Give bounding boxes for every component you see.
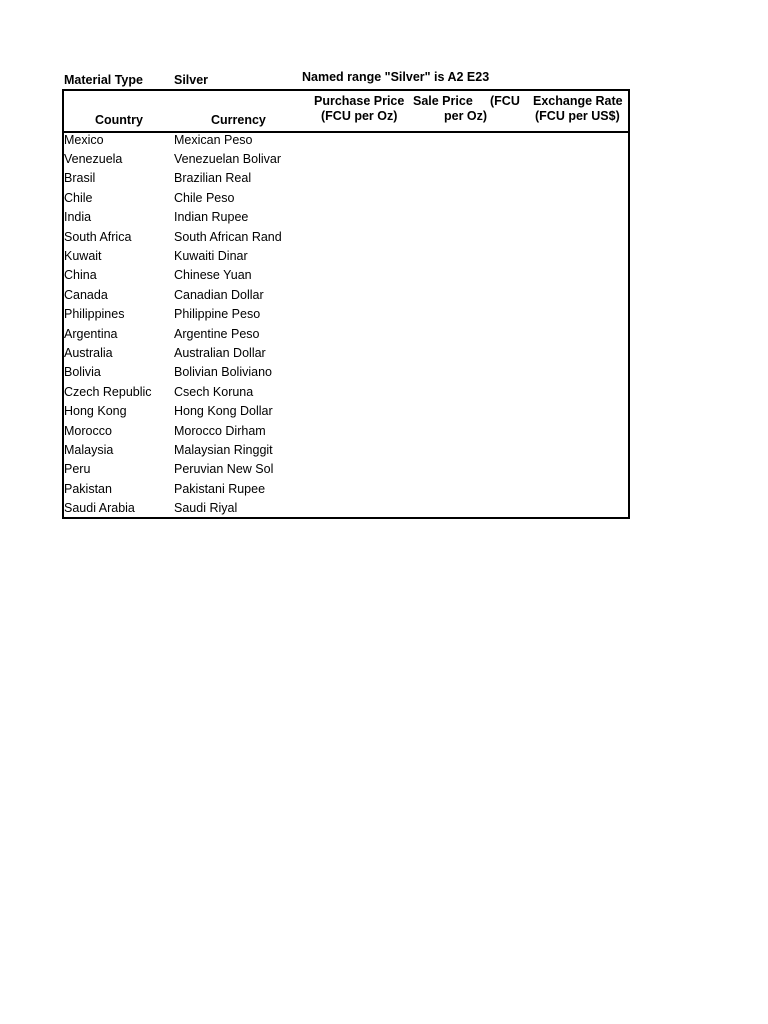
currency-cell[interactable]: Peruvian New Sol xyxy=(174,462,274,477)
currency-cell[interactable]: Mexican Peso xyxy=(174,132,253,147)
country-column-header: Country xyxy=(95,113,143,127)
currency-cell[interactable]: Canadian Dollar xyxy=(174,287,264,302)
currency-cell[interactable]: Hong Kong Dollar xyxy=(174,404,273,419)
table-row xyxy=(64,305,628,324)
table-row xyxy=(64,325,628,344)
purchase-price-header-line2: (FCU per Oz) xyxy=(321,109,398,123)
country-cell[interactable]: China xyxy=(64,268,97,283)
sale-price-header-line1: Sale Price xyxy=(413,94,473,108)
country-cell[interactable]: Czech Republic xyxy=(64,384,152,399)
purchase-price-header-line1: Purchase Price xyxy=(314,94,405,108)
table-row xyxy=(64,480,628,499)
table-row xyxy=(64,208,628,227)
table-row xyxy=(64,286,628,305)
material-type-label: Material Type xyxy=(64,73,143,87)
country-cell[interactable]: Argentina xyxy=(64,326,118,341)
currency-cell[interactable]: Argentine Peso xyxy=(174,326,260,341)
table-row xyxy=(64,422,628,441)
table-row xyxy=(64,131,628,150)
table-row xyxy=(64,247,628,266)
table-row xyxy=(64,189,628,208)
currency-cell[interactable]: Venezuelan Bolivar xyxy=(174,151,282,166)
table-row xyxy=(64,363,628,382)
material-type-value: Silver xyxy=(174,73,209,87)
country-cell[interactable]: India xyxy=(64,210,92,225)
country-cell[interactable]: Peru xyxy=(64,462,91,477)
exchange-rate-header-line2: (FCU per US$) xyxy=(535,109,620,123)
currency-cell[interactable]: Chile Peso xyxy=(174,190,235,205)
country-cell[interactable]: Brasil xyxy=(64,171,96,186)
exchange-rate-header-line1: Exchange Rate xyxy=(533,94,623,108)
currency-cell[interactable]: Kuwaiti Dinar xyxy=(174,248,248,263)
table-row xyxy=(64,460,628,479)
country-cell[interactable]: Pakistan xyxy=(64,481,112,496)
country-cell[interactable]: Saudi Arabia xyxy=(64,501,135,516)
country-cell[interactable]: Mexico xyxy=(64,132,104,147)
country-cell[interactable]: Chile xyxy=(64,190,93,205)
currency-cell[interactable]: Pakistani Rupee xyxy=(174,481,266,496)
country-cell[interactable]: Australia xyxy=(64,345,113,360)
currency-cell[interactable]: Chinese Yuan xyxy=(174,268,252,283)
table-row xyxy=(64,383,628,402)
currency-column-header: Currency xyxy=(211,113,266,127)
currency-cell[interactable]: Saudi Riyal xyxy=(174,501,238,516)
data-table xyxy=(62,89,630,519)
table-row xyxy=(64,169,628,188)
named-range-note: Named range "Silver" is A2 E23 xyxy=(302,70,490,84)
currency-cell[interactable]: Morocco Dirham xyxy=(174,423,266,438)
currency-cell[interactable]: Malaysian Ringgit xyxy=(174,442,273,457)
table-row xyxy=(64,499,628,518)
table-row xyxy=(64,402,628,421)
sale-price-header-line2: per Oz) xyxy=(444,109,488,123)
table-row xyxy=(64,441,628,460)
currency-cell[interactable]: Csech Koruna xyxy=(174,384,254,399)
table-row xyxy=(64,266,628,285)
table-row xyxy=(64,344,628,363)
country-cell[interactable]: Kuwait xyxy=(64,248,102,263)
currency-cell[interactable]: Bolivian Boliviano xyxy=(174,365,272,380)
country-cell[interactable]: Canada xyxy=(64,287,108,302)
country-cell[interactable]: Venezuela xyxy=(64,151,123,166)
table-row xyxy=(64,228,628,247)
currency-cell[interactable]: Philippine Peso xyxy=(174,307,261,322)
country-cell[interactable]: Hong Kong xyxy=(64,404,127,419)
country-cell[interactable]: Bolivia xyxy=(64,365,101,380)
currency-cell[interactable]: Indian Rupee xyxy=(174,210,249,225)
currency-cell[interactable]: Brazilian Real xyxy=(174,171,252,186)
currency-cell[interactable]: Australian Dollar xyxy=(174,345,266,360)
table-row xyxy=(64,150,628,169)
sale-price-header-fcu: (FCU xyxy=(490,94,520,108)
country-cell[interactable]: Malaysia xyxy=(64,442,114,457)
currency-cell[interactable]: South African Rand xyxy=(174,229,282,244)
country-cell[interactable]: Philippines xyxy=(64,307,125,322)
country-cell[interactable]: South Africa xyxy=(64,229,132,244)
country-cell[interactable]: Morocco xyxy=(64,423,112,438)
